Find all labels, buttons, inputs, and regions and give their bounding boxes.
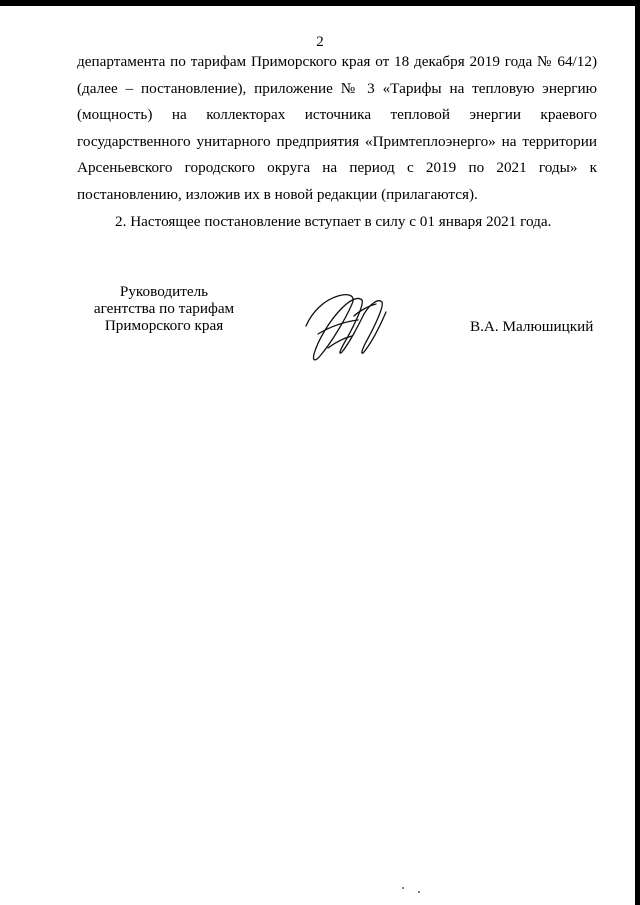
signer-position-line-1: Руководитель [119, 283, 209, 300]
scan-border-right [635, 0, 640, 905]
paragraph-2: 2. Настоящее постановление вступает в силу с 01 января 2021 года. [115, 212, 552, 230]
paragraph-1: департамента по тарифам Приморского края от 18 декабря 2019 года № 64/12) (далее – постановление), приложение № 3 «Тарифы на тепловую энергию (мощность) на коллекторах источника тепловой энергии краевого государственного унитарного предприятия «Примтеплоэнерго» на территории Арсеньевского городского округа на период с 2019 по 2021 годы» к постановлению, изложив их в новой редакции (прилагаются). [77, 53, 597, 203]
handwritten-signature-icon [298, 286, 398, 366]
scan-speck [402, 887, 404, 889]
signer-name: В.А. Малюшицкий [470, 318, 594, 335]
signer-position [78, 283, 250, 334]
signer-position-line-3: Приморского края [104, 317, 224, 334]
scan-speck [418, 891, 420, 893]
page-number: 2 [316, 34, 324, 50]
document-body [77, 49, 597, 235]
scan-border-top [0, 0, 640, 6]
signer-position-line-2: агентства по тарифам [93, 300, 235, 317]
